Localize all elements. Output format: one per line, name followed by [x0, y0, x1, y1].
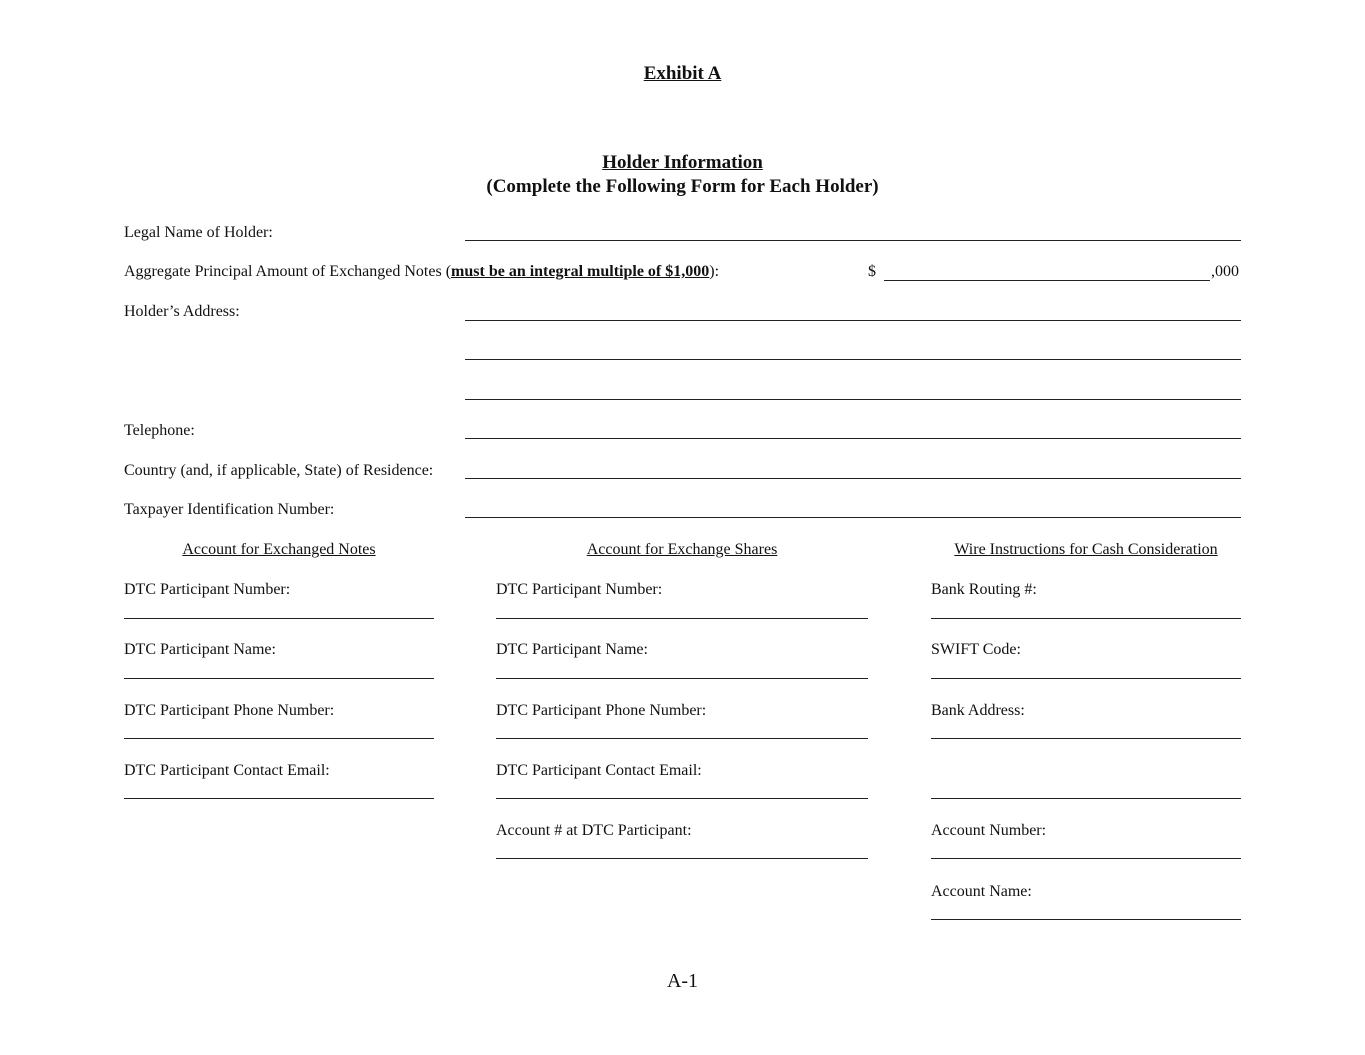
address-label: Holder’s Address:	[124, 303, 240, 320]
shares-dtc-number-line[interactable]	[496, 618, 868, 619]
page-number: A-1	[666, 970, 699, 992]
swift-code-line[interactable]	[931, 678, 1241, 679]
address-line-1[interactable]	[465, 320, 1241, 321]
address-line-3[interactable]	[465, 399, 1241, 400]
wire-account-name-label: Account Name:	[931, 883, 1032, 900]
aggregate-suffix: ):	[709, 263, 720, 280]
address-line-2[interactable]	[465, 359, 1241, 360]
swift-code-label: SWIFT Code:	[931, 641, 1021, 658]
legal-name-line[interactable]	[465, 240, 1241, 241]
bank-routing-label: Bank Routing #:	[931, 581, 1037, 598]
notes-account-heading: Account for Exchanged Notes	[182, 541, 376, 558]
taxpayer-id-label: Taxpayer Identification Number:	[124, 501, 335, 518]
shares-account-heading: Account for Exchange Shares	[586, 541, 778, 558]
wire-account-name-line[interactable]	[931, 919, 1241, 920]
wire-account-number-label: Account Number:	[931, 822, 1047, 839]
shares-dtc-phone-line[interactable]	[496, 738, 868, 739]
shares-dtc-email-line[interactable]	[496, 798, 868, 799]
bank-address-line-1[interactable]	[931, 738, 1241, 739]
notes-dtc-number-label: DTC Participant Number:	[124, 581, 291, 598]
bank-address-label: Bank Address:	[931, 702, 1025, 719]
aggregate-prefix: Aggregate Principal Amount of Exchanged Notes (	[124, 263, 452, 280]
integral-multiple-note: must be an integral multiple of $1,000	[451, 263, 710, 280]
residence-line[interactable]	[465, 478, 1241, 479]
exhibit-title: Exhibit A	[643, 63, 722, 84]
wire-account-number-line[interactable]	[931, 858, 1241, 859]
telephone-line[interactable]	[465, 438, 1241, 439]
currency-symbol: $	[868, 263, 876, 280]
section-title: Holder Information	[602, 152, 763, 173]
section-subtitle: (Complete the Following Form for Each Holder)	[486, 176, 879, 197]
shares-account-number-line[interactable]	[496, 858, 868, 859]
taxpayer-id-line[interactable]	[465, 517, 1241, 518]
wire-instructions-heading: Wire Instructions for Cash Consideration	[954, 541, 1218, 558]
aggregate-amount-label	[124, 263, 719, 281]
residence-label: Country (and, if applicable, State) of Residence:	[124, 462, 434, 479]
legal-name-label: Legal Name of Holder:	[124, 224, 273, 241]
shares-dtc-number-label: DTC Participant Number:	[496, 581, 663, 598]
shares-dtc-name-line[interactable]	[496, 678, 868, 679]
bank-routing-line[interactable]	[931, 618, 1241, 619]
shares-dtc-email-label: DTC Participant Contact Email:	[496, 762, 702, 779]
shares-dtc-phone-label: DTC Participant Phone Number:	[496, 702, 707, 719]
shares-dtc-name-label: DTC Participant Name:	[496, 641, 648, 658]
telephone-label: Telephone:	[124, 422, 195, 439]
notes-dtc-phone-label: DTC Participant Phone Number:	[124, 702, 335, 719]
amount-suffix: ,000	[1211, 263, 1239, 280]
bank-address-line-2[interactable]	[931, 798, 1241, 799]
shares-account-number-label: Account # at DTC Participant:	[496, 822, 692, 839]
amount-line[interactable]	[884, 280, 1210, 281]
notes-dtc-email-line[interactable]	[124, 798, 434, 799]
notes-dtc-name-line[interactable]	[124, 678, 434, 679]
notes-dtc-email-label: DTC Participant Contact Email:	[124, 762, 330, 779]
notes-dtc-number-line[interactable]	[124, 618, 434, 619]
notes-dtc-phone-line[interactable]	[124, 738, 434, 739]
notes-dtc-name-label: DTC Participant Name:	[124, 641, 276, 658]
